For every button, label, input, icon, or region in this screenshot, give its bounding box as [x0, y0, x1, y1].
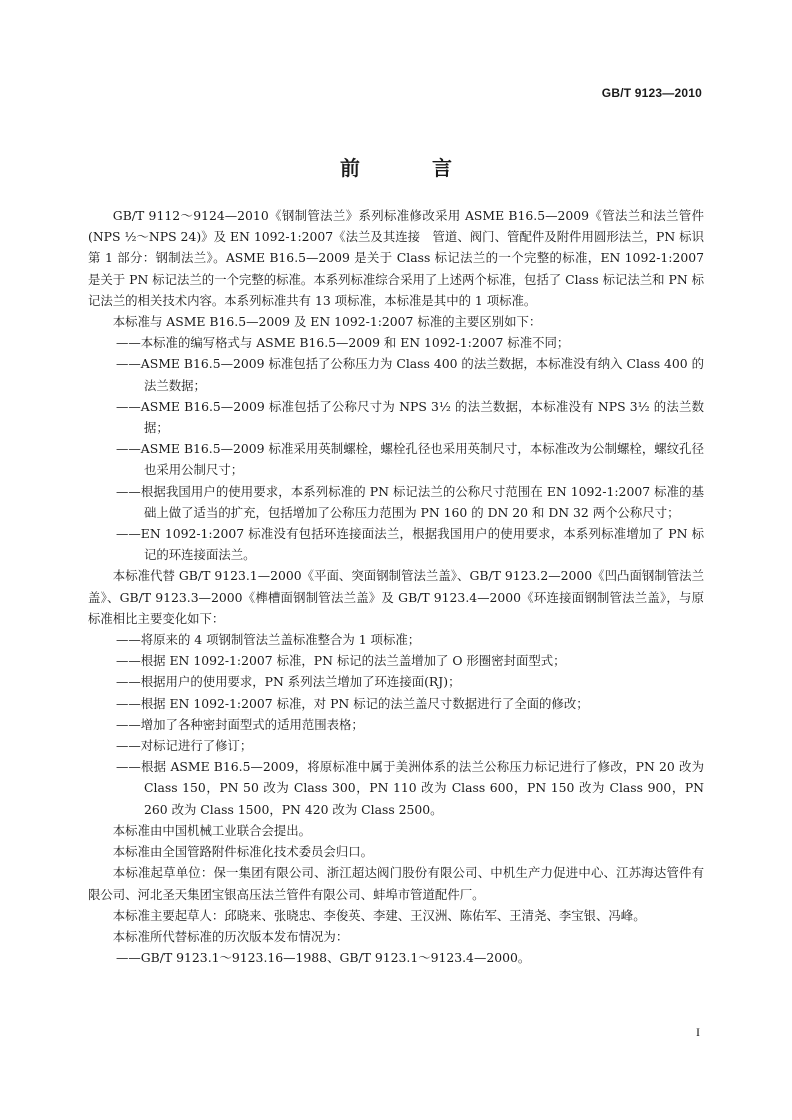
list-item: ——GB/T 9123.1～9123.16—1988、GB/T 9123.1～9123.4—2000。: [116, 950, 531, 966]
paragraph-drafting-units: 本标准起草单位：保一集团有限公司、浙江超达阀门股份有限公司、中机生产力促进中心、江苏海达管件有限公司、河北圣天集团宝银高压法兰管件有限公司、蚌埠市管道配件厂。: [88, 865, 704, 902]
paragraph-differences-heading: 本标准与 ASME B16.5—2009 及 EN 1092-1:2007 标准的主要区别如下：: [112, 314, 542, 330]
page-title: 前 言: [340, 156, 478, 180]
paragraph-proposer: 本标准由中国机械工业联合会提出。: [112, 822, 312, 838]
list-item: ——ASME B16.5—2009 标准包括了公称尺寸为 NPS 3½ 的法兰数据，本标准没有 NPS 3½ 的法兰数据；: [116, 398, 704, 436]
list-item: ——对标记进行了修订；: [116, 738, 253, 754]
paragraph-drafters: 本标准主要起草人：邱晓来、张晓忠、李俊英、李建、王汉洲、陈佑军、王清尧、李宝银、冯峰。: [112, 907, 646, 923]
paragraph-replacement: 本标准代替 GB/T 9123.1—2000《平面、突面钢制管法兰盖》、GB/T 9123.2—2000《凹凸面钢制管法兰盖》、GB/T 9123.3—2000《榫槽面钢制管法兰盖》及 GB/T 9123.4—2000《环连接面钢制管法兰盖》，与原标准相比主要变化如下：: [88, 568, 704, 626]
paragraph-committee: 本标准由全国管路附件标准化技术委员会归口。: [112, 844, 373, 860]
paragraph-history-heading: 本标准所代替标准的历次版本发布情况为：: [112, 928, 349, 944]
standard-number: GB/T 9123—2010: [601, 86, 702, 100]
paragraph-intro: GB/T 9112～9124—2010《钢制管法兰》系列标准修改采用 ASME B16.5—2009《管法兰和法兰管件(NPS ½～NPS 24)》及 EN 1092-1:2007《法兰及其连接 管道、阀门、管配件及附件用圆形法兰，PN 标识第 1 部分：钢制法兰》。ASME B16.5—2009 是关于 Class 标记法兰的一个完整的标准，EN 1092-1:2007 是关于 PN 标记法兰的一个完整的标准。本系列标准综合采用了上述两个标准，包括了 Class 标记法兰和 PN 标记法兰的相关技术内容。本系列标准共有 13 项标准，本标准是其中的 1 项标准。: [88, 208, 704, 308]
list-item: ——EN 1092-1:2007 标准没有包括环连接面法兰，根据我国用户的使用要求，本系列标准增加了 PN 标记的环连接面法兰。: [116, 526, 704, 563]
list-item: ——本标准的编写格式与 ASME B16.5—2009 和 EN 1092-1:2007 标准不同；: [116, 335, 570, 351]
list-item: ——ASME B16.5—2009 标准采用英制螺栓，螺栓孔径也采用英制尺寸，本标准改为公制螺栓，螺纹孔径也采用公制尺寸；: [116, 441, 704, 478]
list-item: ——根据用户的使用要求，PN 系列法兰增加了环连接面(RJ)；: [116, 674, 461, 690]
list-item: ——根据 EN 1092-1:2007 标准，对 PN 标记的法兰盖尺寸数据进行了全面的修改；: [116, 695, 589, 711]
list-item: ——增加了各种密封面型式的适用范围表格；: [116, 716, 364, 732]
list-item: ——ASME B16.5—2009 标准包括了公称压力为 Class 400 的法兰数据，本标准没有纳入 Class 400 的法兰数据；: [116, 356, 704, 393]
page-number: I: [696, 1025, 700, 1039]
foreword-body: [88, 205, 704, 968]
list-item: ——根据 EN 1092-1:2007 标准，PN 标记的法兰盖增加了 O 形圈密封面型式；: [116, 653, 566, 669]
list-item: ——根据 ASME B16.5—2009，将原标准中属于美洲体系的法兰公称压力标记进行了修改，PN 20 改为 Class 150，PN 50 改为 Class 300，PN 110 改为 Class 600，PN 150 改为 Class 900，PN 260 改为 Class 1500，PN 420 改为 Class 2500。: [116, 759, 704, 817]
list-item: ——将原来的 4 项钢制管法兰盖标准整合为 1 项标准；: [116, 632, 421, 648]
list-item: ——根据我国用户的使用要求，本系列标准的 PN 标记法兰的公称尺寸范围在 EN 1092-1:2007 标准的基础上做了适当的扩充，包括增加了公称压力范围为 PN 160 的 DN 20 和 DN 32 两个公称尺寸；: [116, 483, 704, 520]
